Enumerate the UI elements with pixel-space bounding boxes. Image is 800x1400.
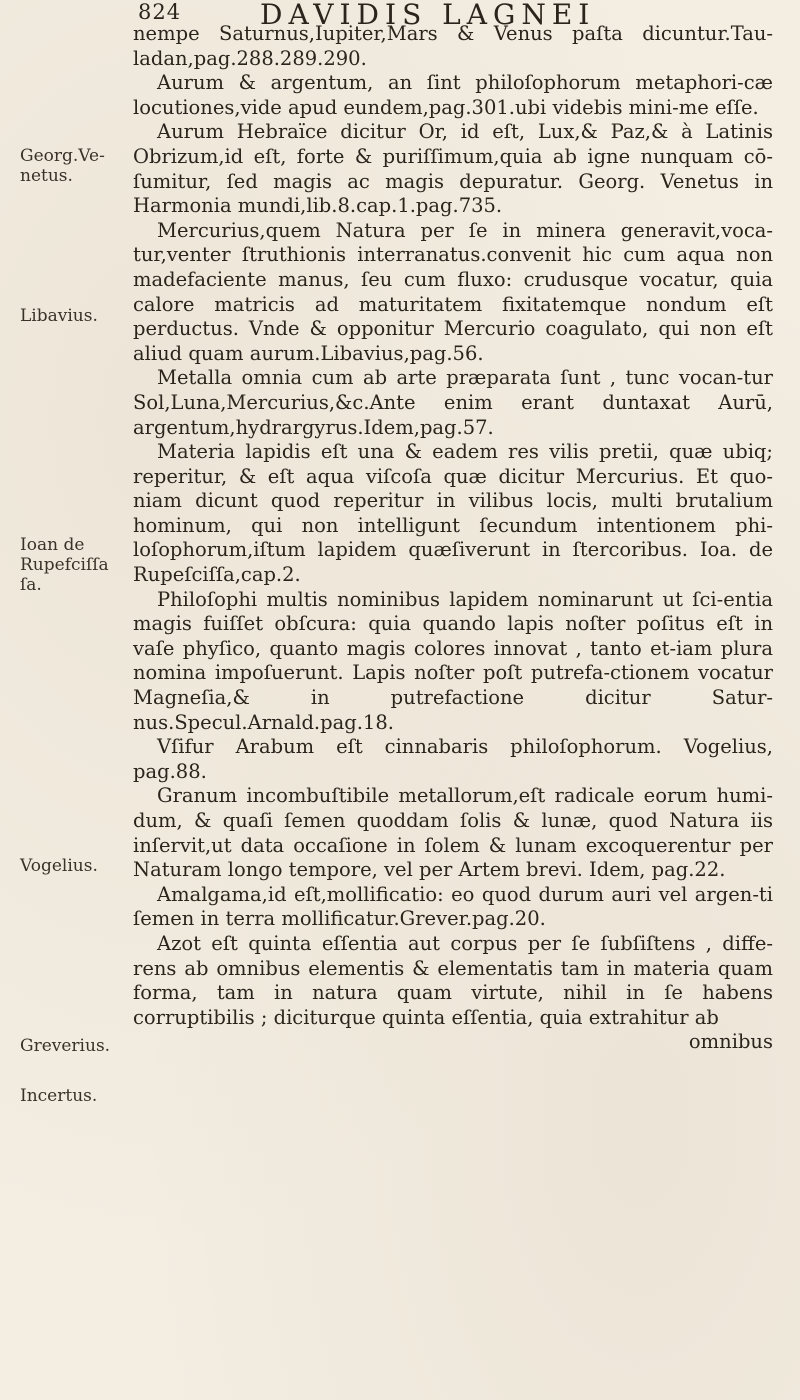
paragraph-7: Philoſophi multis nominibus lapidem nominarunt ut ſci-entia magis fuiſſet obſcura: quia quando lapis noſter poſitus eſt in vaſe phyſico, quanto magis colores innovat , tanto et-iam plura nomina impoſuerunt. Lapis noſter poſt putrefa-ctionem vocatur Magneſia,& in putrefactione dicitur Satur-nus.Specul.Arnald.pag.18.	[133, 587, 773, 734]
paragraph-6: Materia lapidis eſt una & eadem res vilis pretii, quæ ubiq; reperitur, & eſt aqua viſcoſa quæ dicitur Mercurius. Et quo-niam dicunt quod reperitur in vilibus locis, multi brutalium hominum, qui non intelligunt ſecundum intentionem phi-loſophorum,iſtum lapidem quæſiverunt in ſtercoribus. Ioa. de Rupeſciſſa,cap.2.	[133, 440, 773, 587]
margin-note-vogelius: Vogelius.	[20, 856, 98, 876]
page-number: 824	[138, 0, 182, 24]
margin-note-ioan-de-rupescissa: Ioan de Rupefciſſa ſa.	[20, 535, 109, 595]
paragraph-10: Amalgama,id eſt,mollificatio: eo quod durum auri vel argen-ti ſemen in terra mollificatur.Grever.pag.20.	[133, 882, 773, 931]
margin-note-libavius: Libavius.	[20, 306, 98, 326]
paragraph-2: Aurum & argentum, an ſint philoſophorum metaphori-cæ locutiones,vide apud eundem,pag.301.ubi videbis mini-me eſſe.	[133, 71, 773, 119]
margin-note-georg-venetus: Georg.Ve- netus.	[20, 146, 105, 186]
catchword: omnibus	[688, 1030, 773, 1054]
text-body	[133, 22, 773, 1055]
paragraph-9: Granum incombuſtibile metallorum,eſt radicale eorum humi-dum, & quaſi ſemen quoddam ſolis & lunæ, quod Natura iis inſervit,ut data occaſione in ſolem & lunam excoquerentur per Naturam longo tempore, vel per Artem brevi. Idem, pag.22.	[133, 784, 773, 882]
paragraph-11: Azot eſt quinta eſſentia aut corpus per ſe ſubſiſtens , diffe-rens ab omnibus elementis & elementatis tam in materia quam forma, tam in natura quam virtute, nihil in ſe habens corruptibilis ; diciturque quinta eſſentia, quia extrahitur ab	[133, 931, 773, 1029]
margin-note-incertus: Incertus.	[20, 1086, 98, 1106]
paragraph-4: Mercurius,quem Natura per ſe in minera generavit,voca-tur,venter ſtruthionis interranatus.convenit hic cum aqua non madefaciente manus, ſeu cum fluxo: crudusque vocatur, quia calore matricis ad maturitatem fixitatemque nondum eſt perductus. Vnde & opponitur Mercurio coagulato, qui non eſt aliud quam aurum.Libavius,pag.56.	[133, 218, 773, 365]
paragraph-1: nempe Saturnus,Iupiter,Mars & Venus paſta dicuntur.Tau-ladan,pag.288.289.290.	[133, 22, 773, 70]
margin-note-greverius: Greverius.	[20, 1036, 111, 1056]
paragraph-5: Metalla omnia cum ab arte præparata ſunt , tunc vocan-tur Sol,Luna,Mercurius,&c.Ante enim erant duntaxat Aurū, argentum,hydrargyrus.Idem,pag.57.	[133, 366, 773, 439]
paragraph-8: Vſifur Arabum eſt cinnabaris philoſophorum. Vogelius, pag.88.	[133, 735, 773, 783]
running-head: DAVIDIS LAGNEI	[260, 0, 596, 31]
paragraph-3: Aurum Hebraïce dicitur Or, id eſt, Lux,& Paz,& à Latinis Obrizum,id eſt, forte & puriſſimum,quia ab igne nunquam cō-ſumitur, ſed magis ac magis depuratur. Georg. Venetus in Harmonia mundi,lib.8.cap.1.pag.735.	[133, 120, 773, 218]
